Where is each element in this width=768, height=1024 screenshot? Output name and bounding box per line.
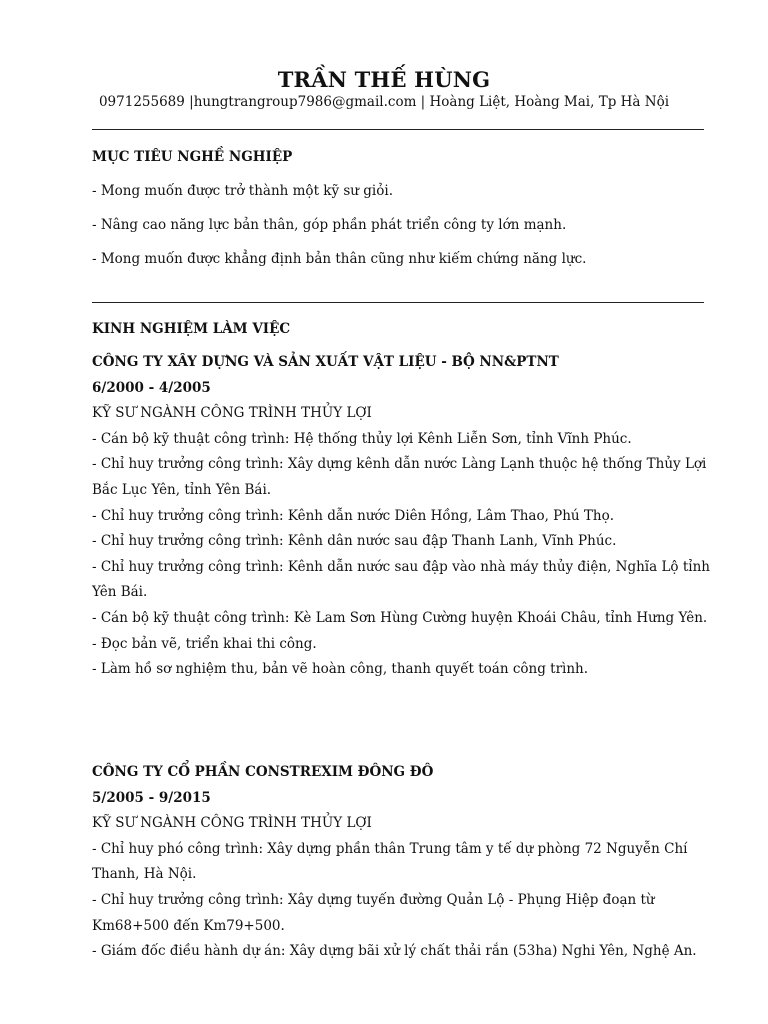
section-title-experience: KINH NGHIỆM LÀM VIỆC xyxy=(92,321,291,337)
job-detail-line: - Chỉ huy trưởng công trình: Xây dựng kênh dẫn nước Làng Lạnh thuộc hệ thống Thủy Lợi xyxy=(92,456,707,473)
job-detail-line: - Cán bộ kỹ thuật công trình: Kè Lam Sơn Hùng Cường huyện Khoái Châu, tỉnh Hưng Yên. xyxy=(92,609,708,626)
job-detail-line: - Giám đốc điều hành dự án: Xây dựng bãi xử lý chất thải rắn (53ha) Nghi Yên, Nghệ An. xyxy=(92,943,697,960)
job-detail-line: - Cán bộ kỹ thuật công trình: Hệ thống thủy lợi Kênh Liễn Sơn, tỉnh Vĩnh Phúc. xyxy=(92,430,632,447)
job-position: KỸ SƯ NGÀNH CÔNG TRÌNH THỦY LỢI xyxy=(92,405,372,422)
job-detail-line: Yên Bái. xyxy=(92,584,148,601)
company-name: CÔNG TY CỔ PHẦN CONSTREXIM ĐÔNG ĐÔ xyxy=(92,764,434,780)
job-entry xyxy=(92,760,697,965)
objective-section xyxy=(92,146,692,276)
company-name: CÔNG TY XÂY DỰNG VÀ SẢN XUẤT VẬT LIỆU - BỘ NN&PTNT xyxy=(92,354,559,370)
objective-item: - Mong muốn được trở thành một kỹ sư giỏi. xyxy=(92,183,393,199)
job-period: 5/2005 - 9/2015 xyxy=(92,789,211,806)
section-title-objective: MỤC TIÊU NGHỀ NGHIỆP xyxy=(92,149,293,165)
objective-item: - Nâng cao năng lực bản thân, góp phần phát triển công ty lớn mạnh. xyxy=(92,217,567,233)
job-position: KỸ SƯ NGÀNH CÔNG TRÌNH THỦY LỢI xyxy=(92,815,372,832)
divider xyxy=(92,129,704,130)
divider xyxy=(92,302,704,303)
job-detail-line: - Chỉ huy phó công trình: Xây dựng phần thân Trung tâm y tế dự phòng 72 Nguyễn Chí xyxy=(92,840,688,857)
job-detail-line: Thanh, Hà Nội. xyxy=(92,866,197,883)
job-detail-line: - Đọc bản vẽ, triển khai thi công. xyxy=(92,635,317,652)
job-entry xyxy=(92,350,710,683)
job-detail-line: - Chỉ huy trưởng công trình: Xây dựng tuyến đường Quản Lộ - Phụng Hiệp đoạn từ xyxy=(92,891,655,908)
job-period: 6/2000 - 4/2005 xyxy=(92,379,211,396)
job-detail-line: - Chỉ huy trưởng công trình: Kênh dẫn nước sau đập vào nhà máy thủy điện, Nghĩa Lộ tỉnh xyxy=(92,558,710,575)
contact-info: 0971255689 |hungtrangroup7986@gmail.com | Hoàng Liệt, Hoàng Mai, Tp Hà Nội xyxy=(98,94,670,110)
job-detail-line: - Chỉ huy trưởng công trình: Kênh dân nước sau đập Thanh Lanh, Vĩnh Phúc. xyxy=(92,533,617,550)
job-detail-line: - Chỉ huy trưởng công trình: Kênh dẫn nước Diên Hồng, Lâm Thao, Phú Thọ. xyxy=(92,507,615,524)
job-detail-line: - Làm hồ sơ nghiệm thu, bản vẽ hoàn công, thanh quyết toán công trình. xyxy=(92,661,589,678)
job-detail-line: Bắc Lục Yên, tỉnh Yên Bái. xyxy=(92,481,272,498)
experience-section xyxy=(92,316,710,683)
job-detail-line: Km68+500 đến Km79+500. xyxy=(92,917,285,934)
candidate-name: TRẦN THẾ HÙNG xyxy=(277,67,491,92)
objective-item: - Mong muốn được khẳng định bản thân cũng như kiếm chứng năng lực. xyxy=(92,251,587,267)
